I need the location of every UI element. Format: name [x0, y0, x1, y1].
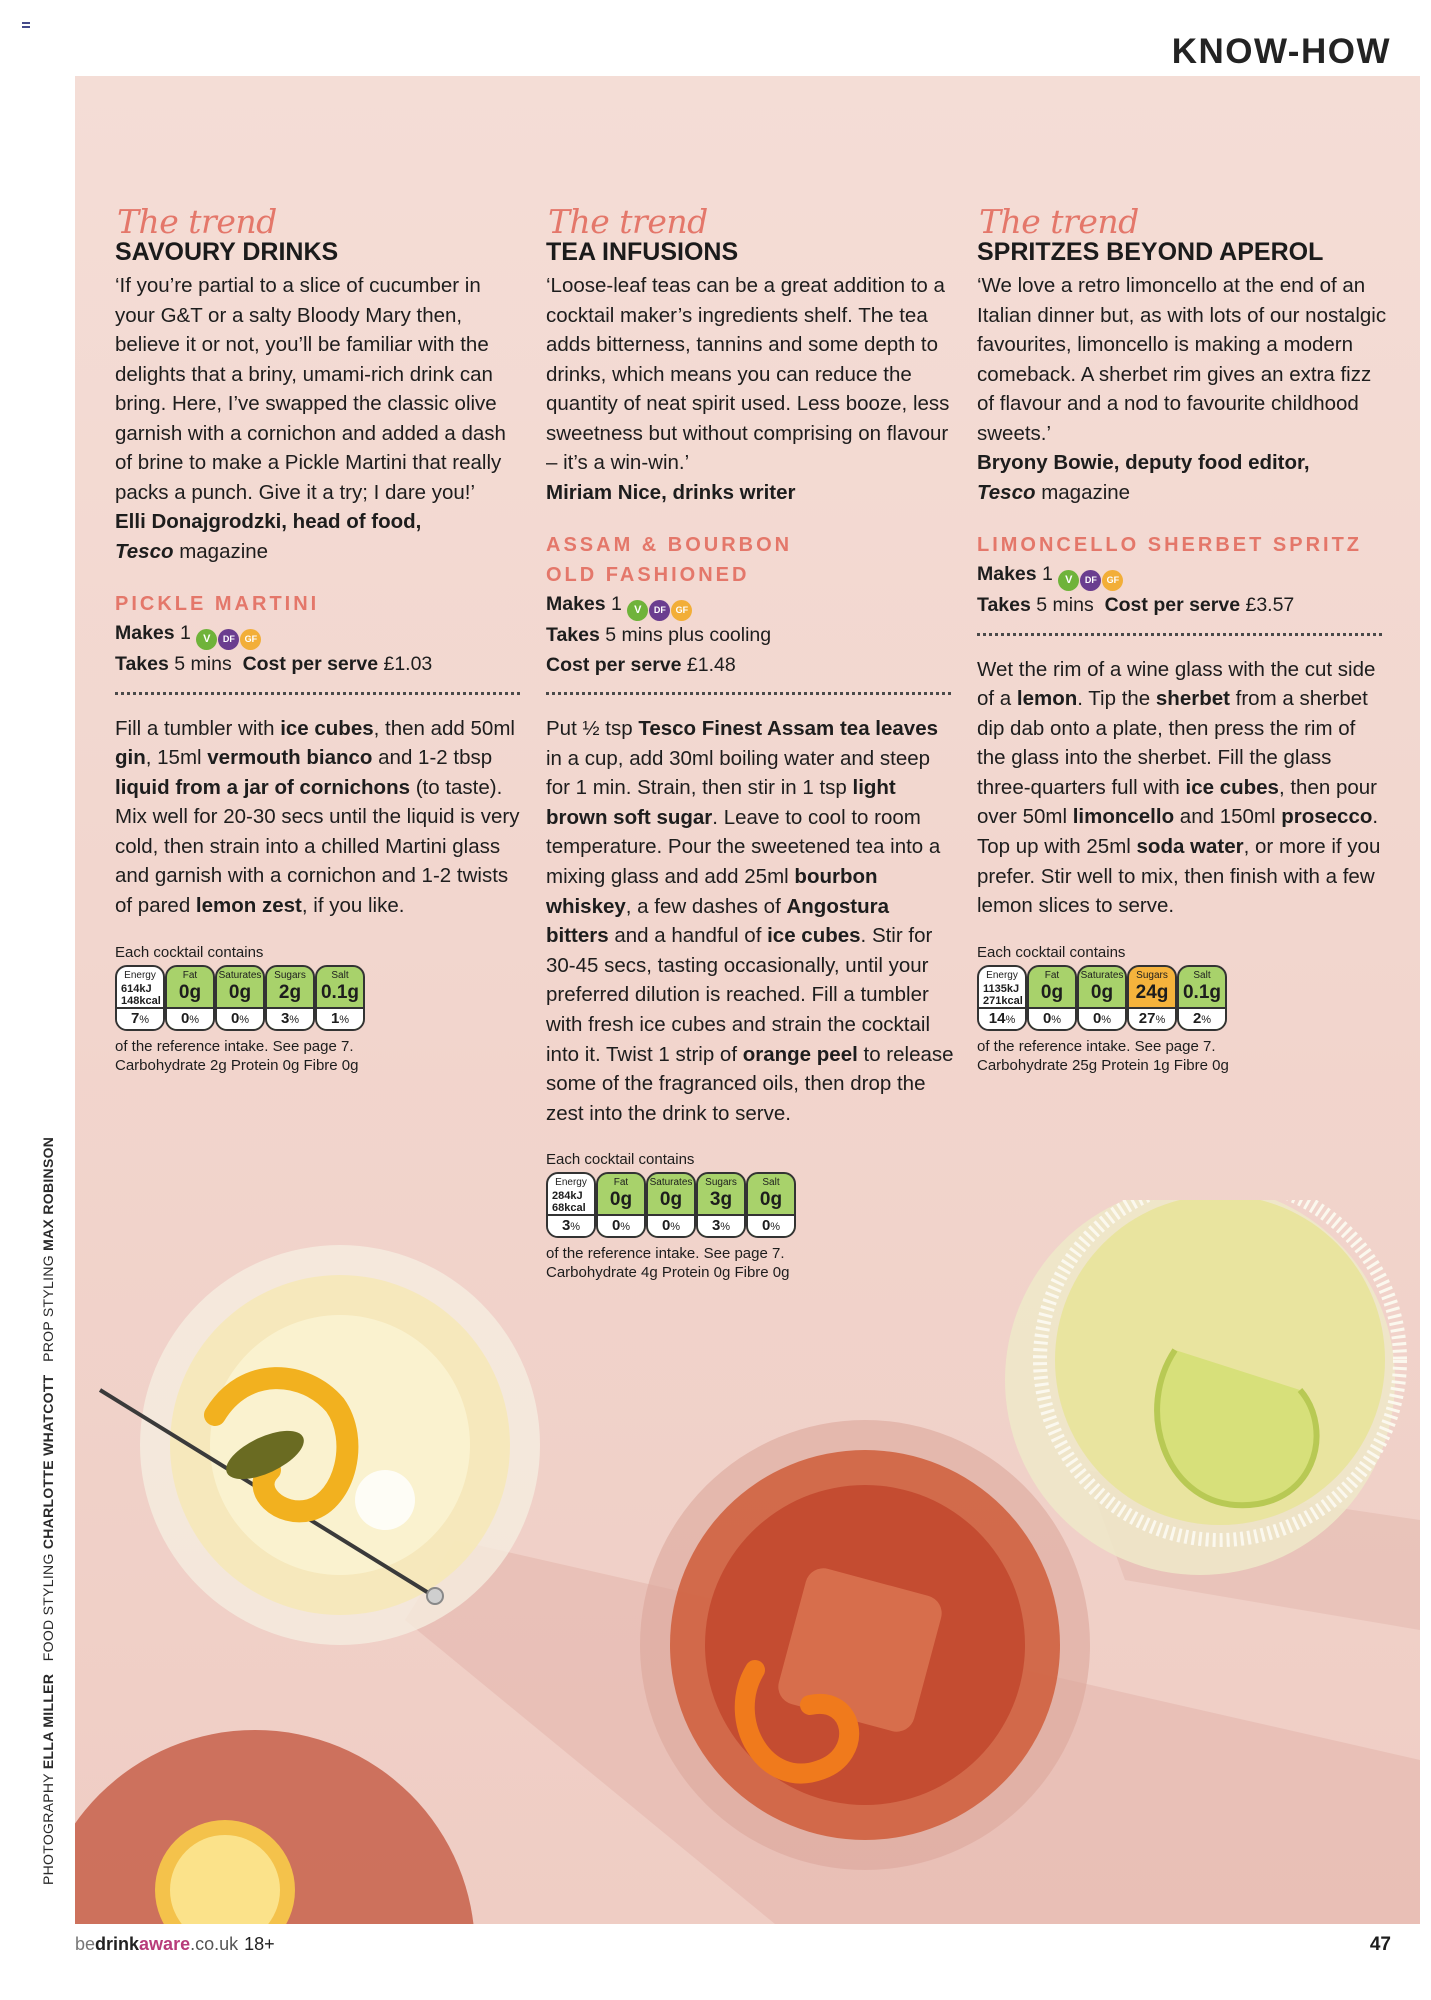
nutrition-title: Each cocktail contains — [546, 1151, 695, 1169]
nutrition-fat: Fat 0g 0% — [596, 1172, 646, 1238]
recipe-time: Takes 5 mins plus cooling — [546, 624, 772, 646]
nutrition-salt: Salt 0.1g 1% — [315, 965, 365, 1031]
byline: Bryony Bowie, deputy food editor, Tesco magazine — [977, 451, 1310, 504]
cocktail-photo — [75, 1200, 1420, 1924]
trend-label: The trend — [979, 202, 1139, 241]
nutrition-footnote: of the reference intake. See page 7. Carbohydrate 2g Protein 0g Fibre 0g — [115, 1037, 359, 1074]
nutrition-saturates: Saturates 0g 0% — [1077, 965, 1127, 1031]
nutrition-saturates: Saturates 0g 0% — [215, 965, 265, 1031]
dairy-free-icon: DF — [1080, 570, 1101, 591]
nutrition-fat: Fat 0g 0% — [165, 965, 215, 1031]
vegetarian-icon: V — [196, 629, 217, 650]
column-spritzes — [977, 203, 1387, 1075]
nutrition-sugars: Sugars 2g 3% — [265, 965, 315, 1031]
quote-text: ‘Loose-leaf teas can be a great addition to a cocktail maker’s ingredients shelf. The tea adds bitterness, tannins and some depth to drinks, which means you can reduce the quantity of neat spirit used. Less booze, less sweetness but without comprising on flavour – it’s a win-win.’ — [546, 274, 950, 474]
recipe-method: Wet the rim of a wine glass with the cut side of a lemon. Tip the sherbet from a sherbet dip dab onto a plate, then press the rim of the glass into the sherbet. Fill the glass three-quarters full with ice cubes, then pour over 50ml limoncello and 150ml prosecco. Top up with 25ml soda water, or more if you prefer. Stir well to mix, then finish with a few lemon slices to serve. — [977, 657, 1381, 918]
nutrition-footnote: of the reference intake. See page 7. Carbohydrate 25g Protein 1g Fibre 0g — [977, 1037, 1229, 1074]
column-tea-infusions — [546, 203, 956, 1282]
nutrition-energy: Energy 284kJ 68kcal 3% — [546, 1172, 596, 1238]
vegetarian-icon: V — [1058, 570, 1079, 591]
gluten-free-icon: GF — [1102, 570, 1123, 591]
column-savoury-drinks — [115, 203, 525, 1075]
gluten-free-icon: GF — [671, 600, 692, 621]
nutrition-title: Each cocktail contains — [115, 943, 264, 961]
nutrition-panel — [115, 965, 525, 1033]
recipe-time-cost: Takes 5 mins Cost per serve £1.03 — [115, 653, 433, 675]
nutrition-fat: Fat 0g 0% — [1027, 965, 1077, 1031]
photo-credits: PHOTOGRAPHY ELLA MILLER FOOD STYLING CHARLOTTE WHATCOTT PROP STYLING MAX ROBINSON — [40, 1136, 56, 1885]
recipe-title: LIMONCELLO SHERBET SPRITZ — [977, 534, 1362, 556]
nutrition-title: Each cocktail contains — [977, 943, 1126, 961]
page-number: 47 — [1369, 1934, 1391, 1955]
nutrition-panel — [546, 1172, 956, 1240]
gluten-free-icon: GF — [240, 629, 261, 650]
dairy-free-icon: DF — [218, 629, 239, 650]
trend-label: The trend — [548, 202, 708, 241]
section-label: KNOW-HOW — [1171, 32, 1391, 71]
nutrition-salt: Salt 0g 0% — [746, 1172, 796, 1238]
dairy-free-icon: DF — [649, 600, 670, 621]
nutrition-energy: Energy 1135kJ 271kcal 14% — [977, 965, 1027, 1031]
dotted-divider — [977, 633, 1382, 636]
top-mark-icon — [22, 22, 30, 30]
recipe-makes: Makes 1 V DF GF — [546, 590, 956, 621]
nutrition-salt: Salt 0.1g 2% — [1177, 965, 1227, 1031]
recipe-method: Fill a tumbler with ice cubes, then add 50ml gin, 15ml vermouth bianco and 1-2 tbsp liquid from a jar of cornichons (to taste). Mix well for 20-30 secs until the liquid is very cold, then strain into a chilled Martini glass and garnish with a cornichon and 1-2 twists of pared lemon zest, if you like. — [115, 716, 520, 918]
nutrition-sugars: Sugars 24g 27% — [1127, 965, 1177, 1031]
nutrition-panel — [977, 965, 1387, 1033]
recipe-makes: Makes 1 V DF GF — [115, 619, 525, 650]
trend-label: The trend — [117, 202, 277, 241]
nutrition-footnote: of the reference intake. See page 7. Carbohydrate 4g Protein 0g Fibre 0g — [546, 1245, 790, 1282]
nutrition-energy: Energy 614kJ 148kcal 7% — [115, 965, 165, 1031]
recipe-cost: Cost per serve £1.48 — [546, 653, 736, 676]
recipe-method: Put ½ tsp Tesco Finest Assam tea leaves in a cup, add 30ml boiling water and steep for 1 min. Strain, then stir in 1 tsp light brown soft sugar. Leave to cool to room temperature. Pour the sweetened tea into a mixing glass and add 25ml bourbon whiskey, a few dashes of Angostura bitters and a handful of ice cubes. Stir for 30-45 secs, tasting occasionally, until your preferred dilution is reached. Fill a tumbler with fresh ice cubes and strain the cocktail into it. Twist 1 strip of orange peel to release some of the fragranced oils, then drop the zest into the drink to serve. — [546, 717, 954, 1125]
recipe-title: PICKLE MARTINI — [115, 593, 320, 615]
dotted-divider — [546, 692, 951, 695]
column-heading: SPRITZES BEYOND APEROL — [977, 238, 1324, 266]
byline: Elli Donajgrodzki, head of food, Tesco magazine — [115, 510, 422, 563]
recipe-time-cost: Takes 5 mins Cost per serve £3.57 — [977, 594, 1295, 616]
drinkaware-link[interactable]: bedrinkaware.co.uk 18+ — [75, 1934, 275, 1954]
recipe-title: ASSAM & BOURBON OLD FASHIONED — [546, 534, 793, 586]
dotted-divider — [115, 692, 520, 695]
recipe-makes: Makes 1 V DF GF — [977, 560, 1387, 591]
byline: Miriam Nice, drinks writer — [546, 480, 796, 504]
vegetarian-icon: V — [627, 600, 648, 621]
column-heading: TEA INFUSIONS — [546, 238, 739, 266]
quote-text: ‘We love a retro limoncello at the end of an Italian dinner but, as with lots of our nostalgic favourites, limoncello is making a modern comeback. A sherbet rim gives an extra fizz of flavour and a nod to favourite childhood sweets.’ — [977, 274, 1387, 445]
nutrition-saturates: Saturates 0g 0% — [646, 1172, 696, 1238]
quote-text: ‘If you’re partial to a slice of cucumber in your G&T or a salty Bloody Mary then, believe it or not, you’ll be familiar with the delights that a briny, umami-rich drink can bring. Here, I’ve swapped the classic olive garnish with a cornichon and added a dash of brine to make a Pickle Martini that really packs a punch. Give it a try; I dare you!’ — [115, 274, 506, 504]
column-heading: SAVOURY DRINKS — [115, 238, 339, 266]
nutrition-sugars: Sugars 3g 3% — [696, 1172, 746, 1238]
